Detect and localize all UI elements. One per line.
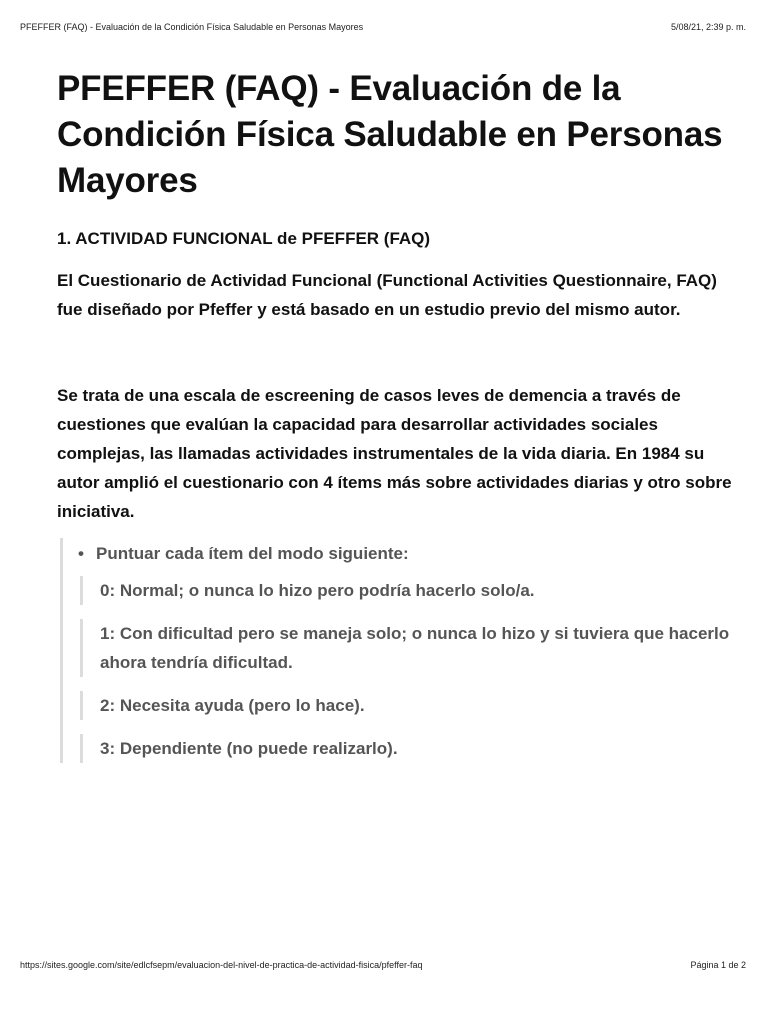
intro-paragraph: El Cuestionario de Actividad Funcional (Functional Activities Questionnaire, FAQ) fue diseñado por Pfeffer y está basado en un estudio previo del mismo autor. [57,271,717,319]
section-heading: 1. ACTIVIDAD FUNCIONAL de PFEFFER (FAQ) [57,229,431,248]
scoring-item-text: 1: Con dificultad pero se maneja solo; o nunca lo hizo y si tuviera que hacerlo ahora tendría dificultad. [100,624,730,672]
print-footer-url: https://sites.google.com/site/edlcfsepm/evaluacion-del-nivel-de-practica-de-actividad-fisica/pfeffer-faq [20,960,423,970]
page-content [57,66,747,763]
page-title: PFEFFER (FAQ) - Evaluación de la Condición Física Saludable en Personas Mayores [57,69,723,200]
scoring-item-text: 3: Dependiente (no puede realizarlo). [100,739,398,758]
scoring-item [80,619,747,677]
scoring-item-text: 2: Necesita ayuda (pero lo hace). [100,696,365,715]
bullet-dot-icon: • [78,544,84,563]
scoring-bullet-text: Puntuar cada ítem del modo siguiente: [96,544,409,563]
print-header-title: PFEFFER (FAQ) - Evaluación de la Condición Física Saludable en Personas Mayores [20,22,364,32]
description-paragraph: Se trata de una escala de escreening de casos leves de demencia a través de cuestiones que evalúan la capacidad para desarrollar actividades sociales complejas, las llamadas actividades instrumentales de la vida diaria. En 1984 su autor amplió el cuestionario con 4 ítems más sobre actividades diarias y otro sobre iniciativa. [57,386,732,521]
print-header-datetime: 5/08/21, 2:39 p. m. [670,22,746,32]
scoring-item [80,734,747,763]
print-footer [20,960,746,970]
scoring-item-text: 0: Normal; o nunca lo hizo pero podría hacerlo solo/a. [100,581,535,600]
scoring-bullet [78,538,747,568]
scoring-blockquote [60,538,747,763]
scoring-item [80,691,747,720]
print-header [20,22,746,32]
print-footer-page: Página 1 de 2 [690,960,746,970]
scoring-item [80,576,747,605]
